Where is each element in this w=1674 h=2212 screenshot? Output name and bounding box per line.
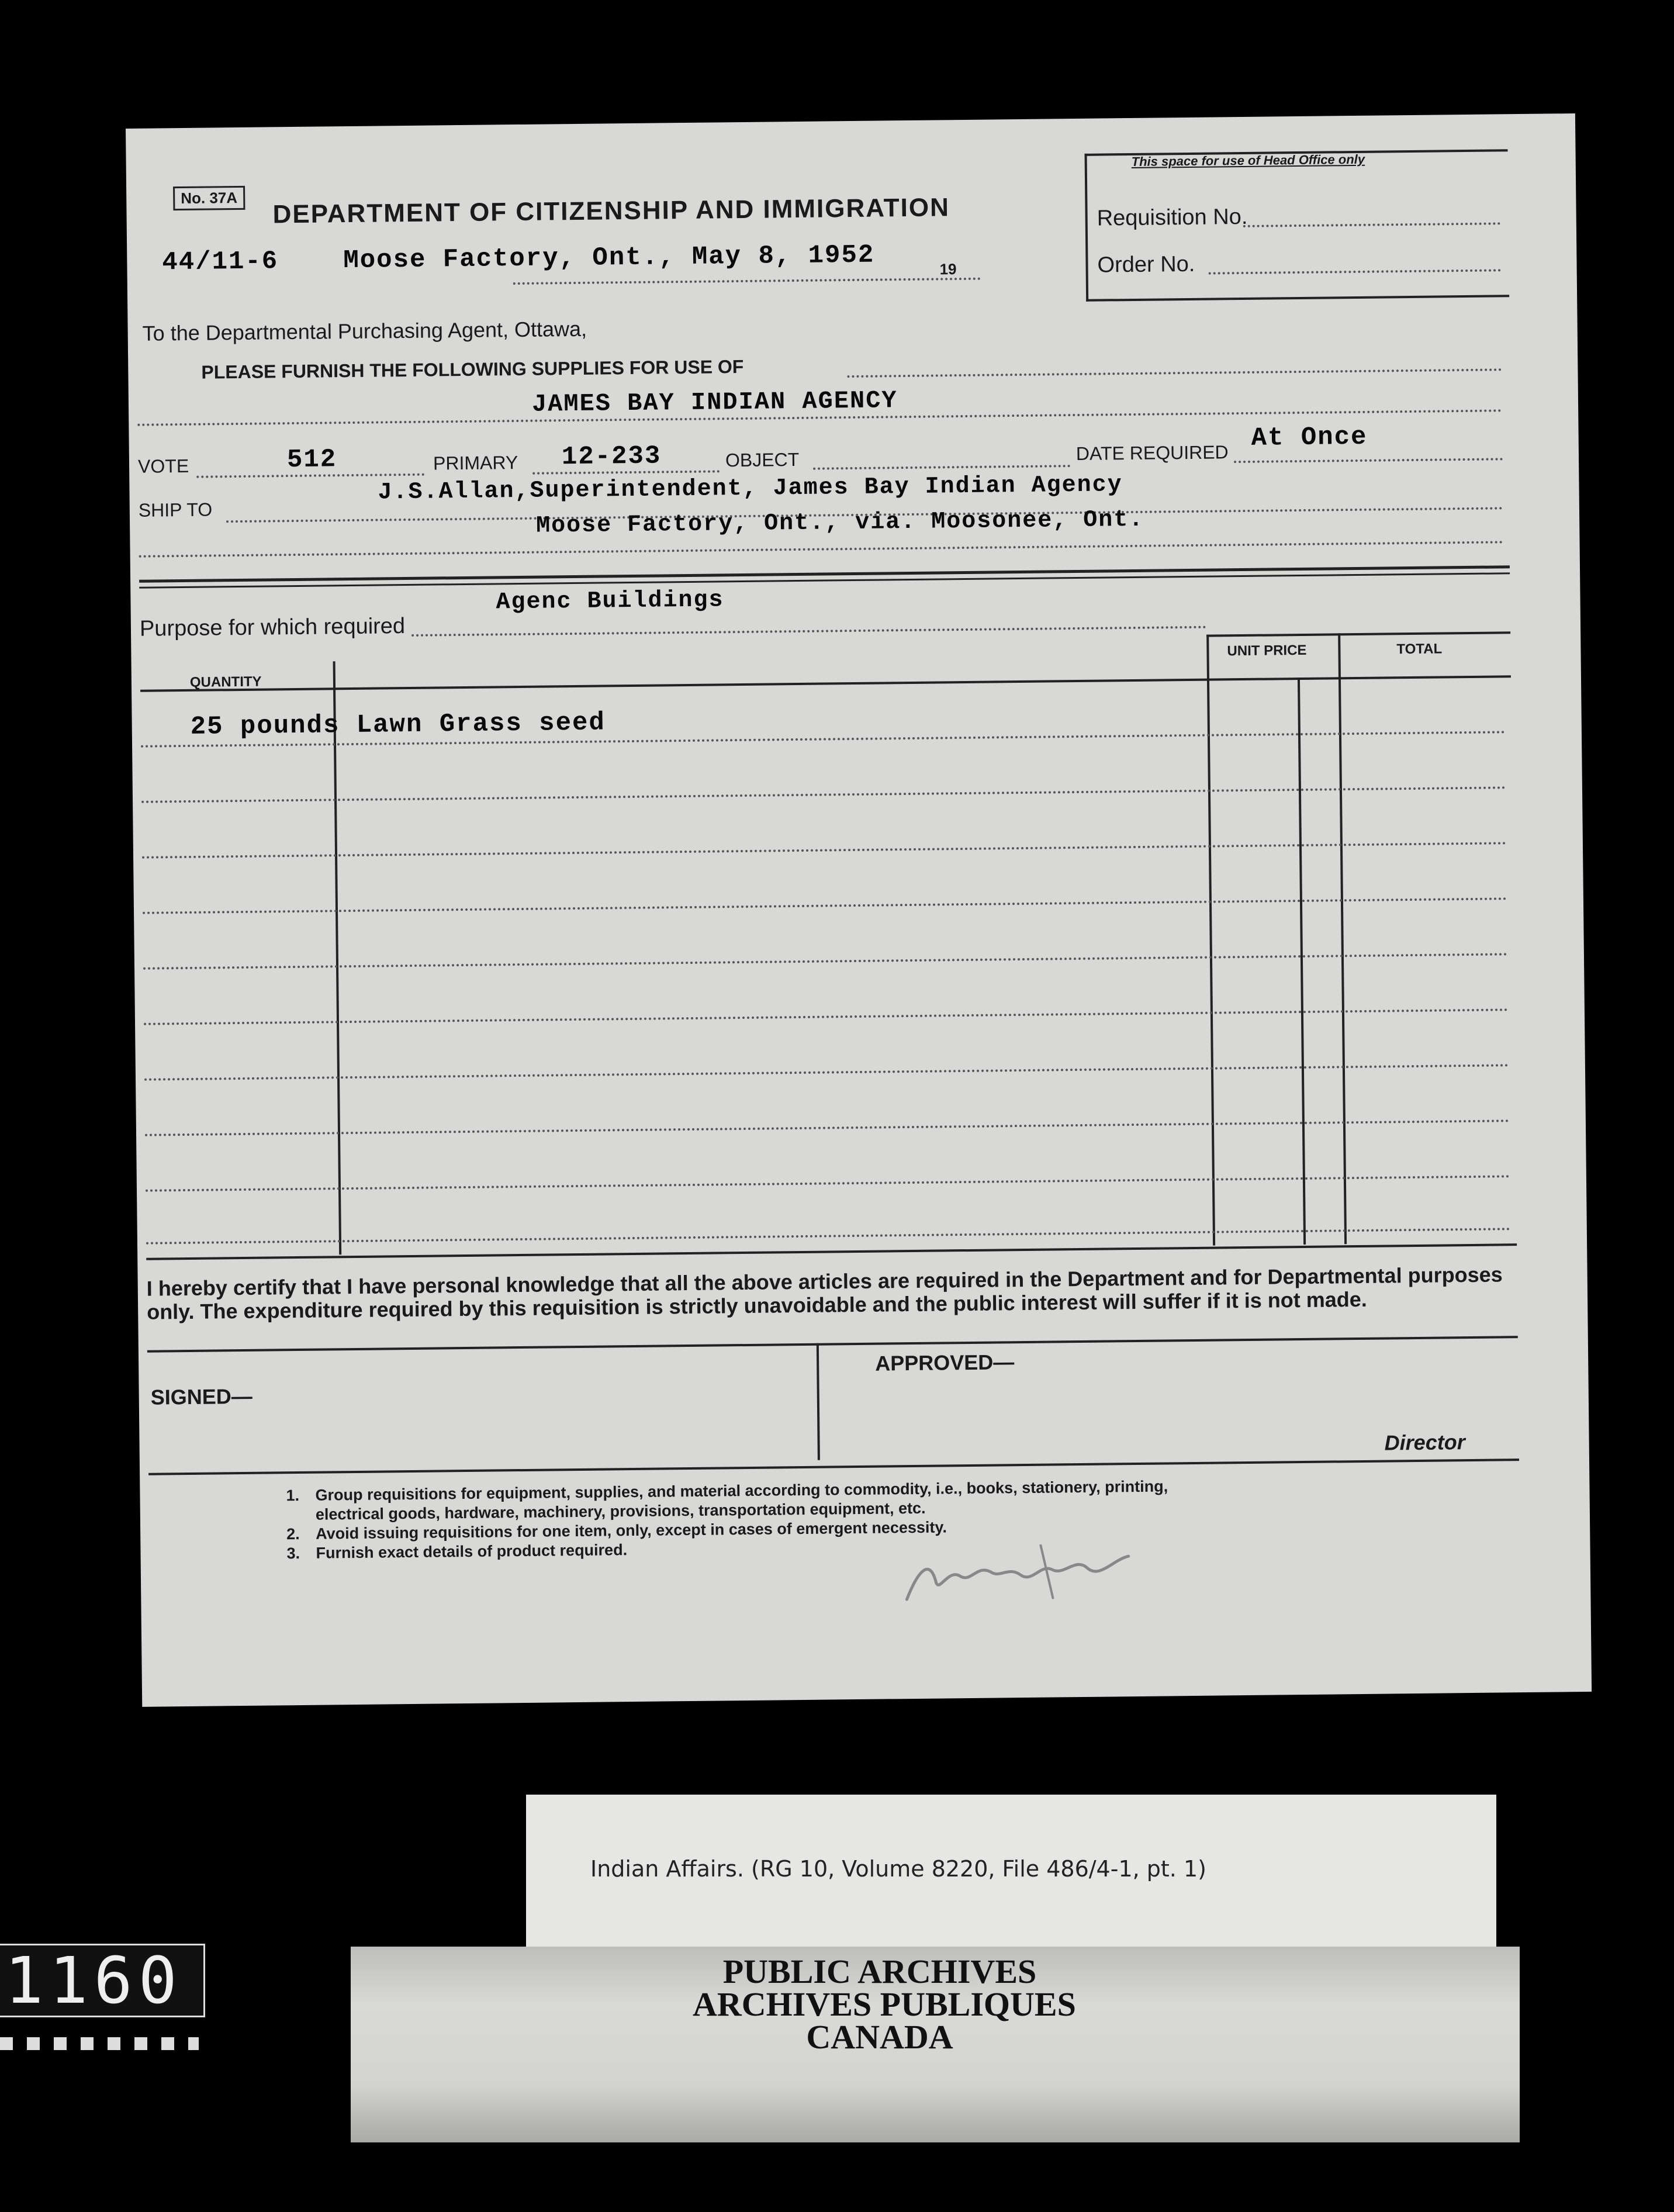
signature-top-rule — [147, 1336, 1518, 1353]
table-row-line — [145, 1119, 1510, 1136]
table-row-line — [144, 1064, 1509, 1080]
please-dotted-line — [847, 368, 1502, 378]
purpose-label: Purpose for which required — [139, 614, 406, 641]
film-frame-number: 1160 — [0, 1944, 205, 2017]
price-header-rule — [1206, 631, 1510, 637]
object-label: OBJECT — [725, 448, 800, 471]
object-dotted-line — [813, 465, 1070, 470]
instruction-item: 2. Avoid issuing requisitions for one item, only, except in cases of emergent necessity. — [286, 1518, 947, 1543]
quantity-header: QUANTITY — [189, 673, 262, 690]
archive-stamp — [693, 1952, 1076, 2056]
instruction-item: 1. Group requisitions for equipment, supplies, and material according to commodity, i.e., books, stationery, printing, — [286, 1477, 1168, 1505]
certification-text: I hereby certify that I have personal knowledge that all the above articles are required in the Department and for Departmental purposes only. The expenditure required by this requisition is strictly unavoidable and the public interest will suffer if it is not made. — [146, 1262, 1503, 1324]
ship-to-line-1: J.S.Allan,Superintendent, James Bay Indian Agency — [378, 472, 1123, 506]
signed-label: SIGNED— — [150, 1384, 253, 1409]
archive-caption: Indian Affairs. (RG 10, Volume 8220, File 486/4-1, pt. 1) — [590, 1856, 1206, 1882]
place-and-date: Moose Factory, Ont., May 8, 1952 — [343, 240, 875, 276]
date-dotted-line — [513, 278, 981, 285]
form-number: No. 37A — [173, 186, 245, 210]
date-required-dotted-line — [1234, 458, 1503, 463]
table-row-line — [141, 786, 1506, 803]
notes-top-rule — [148, 1458, 1519, 1475]
signature-divider — [817, 1343, 820, 1460]
date-required-label: DATE REQUIRED — [1075, 441, 1229, 465]
table-row-line — [144, 1008, 1509, 1025]
handwritten-signature — [894, 1533, 1140, 1611]
table-row-line — [146, 1175, 1510, 1191]
date-required-value: At Once — [1251, 422, 1368, 453]
instruction-item: 3. Furnish exact details of product required. — [286, 1541, 628, 1563]
vote-label: VOTE — [137, 455, 189, 477]
table-bottom-rule — [146, 1243, 1517, 1260]
agency-name: JAMES BAY INDIAN AGENCY — [531, 386, 898, 419]
primary-value: 12-233 — [561, 441, 662, 472]
ship-to-label: SHIP TO — [138, 499, 213, 521]
please-furnish-line: PLEASE FURNISH THE FOLLOWING SUPPLIES FOR USE OF — [201, 355, 744, 383]
vote-value: 512 — [286, 445, 337, 475]
order-number-label: Order No. — [1097, 251, 1195, 278]
year-prefix: 19 — [939, 260, 957, 278]
requisition-form — [126, 113, 1592, 1707]
stamp-line-3: CANADA — [806, 2018, 953, 2056]
instruction-item: electrical goods, hardware, machinery, provisions, transportation equipment, etc. — [315, 1499, 926, 1523]
unit-price-left-rule — [1206, 635, 1215, 1246]
purpose-dotted-line — [411, 626, 1206, 637]
purpose-value: Agenc Buildings — [496, 587, 724, 616]
archive-caption-card — [526, 1795, 1496, 1970]
department-heading: DEPARTMENT OF CITIZENSHIP AND IMMIGRATION — [272, 193, 950, 229]
table-row-line — [143, 897, 1507, 914]
total-header: TOTAL — [1396, 641, 1443, 658]
table-row-line — [143, 953, 1508, 969]
stamp-line-1: PUBLIC ARCHIVES — [722, 1952, 1037, 1990]
director-label: Director — [1384, 1430, 1465, 1455]
line-item: 25 pounds Lawn Grass seed — [190, 708, 606, 742]
table-row-line — [146, 1228, 1511, 1244]
film-sprocket-holes — [0, 2037, 199, 2050]
unit-price-cents-rule — [1298, 678, 1306, 1245]
requisition-number-label: Requisition No. — [1097, 204, 1248, 231]
table-header-rule — [140, 675, 1511, 692]
unit-price-header: UNIT PRICE — [1227, 642, 1307, 659]
approved-label: APPROVED— — [874, 1350, 1015, 1375]
total-left-rule — [1338, 633, 1347, 1244]
ship-to-line-2: Moose Factory, Ont., via. Moosonee, Ont. — [535, 506, 1144, 540]
stamp-line-2: ARCHIVES PUBLIQUES — [693, 1985, 1076, 2023]
quantity-column-rule — [333, 661, 342, 1254]
head-office-title: This space for use of Head Office only — [1131, 151, 1365, 169]
primary-label: PRIMARY — [433, 452, 518, 474]
ship-to-dotted-line-2 — [139, 541, 1504, 557]
purchasing-agent-line: To the Departmental Purchasing Agent, Ottawa, — [142, 316, 587, 345]
table-row-line — [142, 842, 1507, 858]
file-reference: 44/11-6 — [162, 247, 279, 278]
